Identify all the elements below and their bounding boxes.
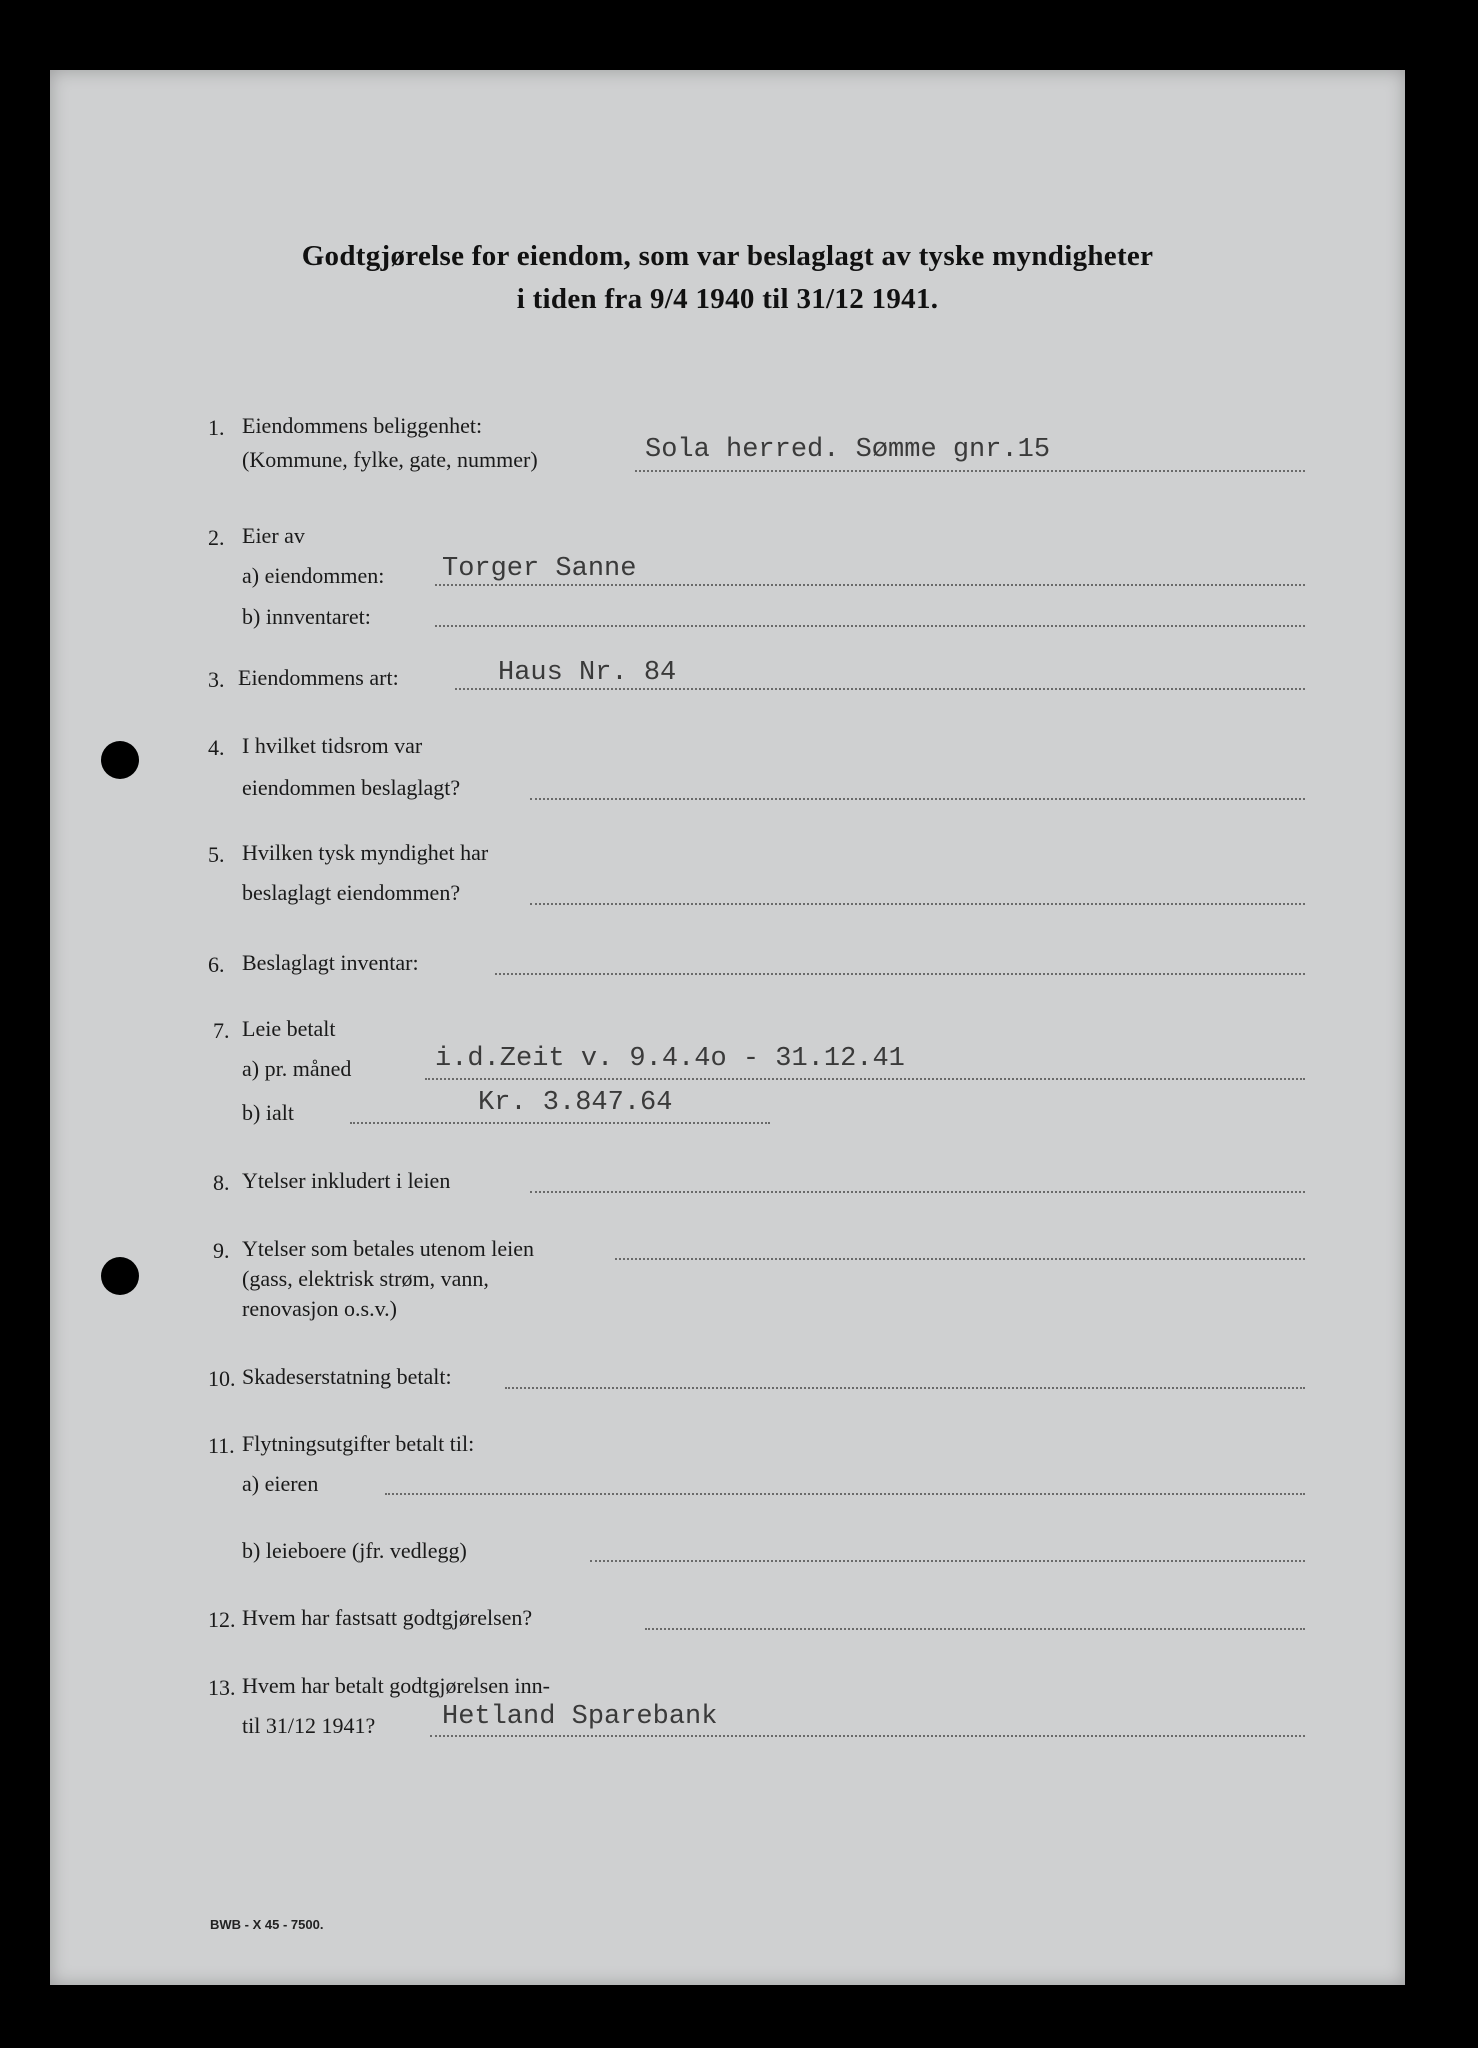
item-7a-answer-line <box>425 1078 1305 1080</box>
item-7-label: Leie betalt <box>242 1016 336 1041</box>
item-11-number: 11. <box>208 1433 235 1458</box>
item-4-answer-line <box>530 798 1305 800</box>
item-11a-label: a) eieren <box>242 1471 319 1496</box>
item-9-sublabel: (gass, elektrisk strøm, vann, <box>242 1266 489 1291</box>
item-13-answer-line <box>430 1735 1305 1737</box>
item-13-label: Hvem har betalt godtgjørelsen inn- <box>242 1673 550 1698</box>
item-5-number: 5. <box>208 842 225 867</box>
item-5-label: Hvilken tysk myndighet har <box>242 840 489 865</box>
item-11a-answer-line <box>385 1493 1305 1495</box>
item-3-answer: Haus Nr. 84 <box>498 658 677 688</box>
item-2-number: 2. <box>208 525 225 550</box>
item-8-answer-line <box>530 1191 1305 1193</box>
item-4-label: I hvilket tidsrom var <box>242 733 423 758</box>
item-6-label: Beslaglagt inventar: <box>242 950 419 975</box>
form-paper <box>50 70 1405 1985</box>
item-3-number: 3. <box>208 667 225 692</box>
item-3-answer-line <box>455 688 1305 690</box>
item-12-number: 12. <box>208 1607 236 1632</box>
item-7a-label: a) pr. måned <box>242 1056 352 1081</box>
item-9-answer-line <box>615 1258 1305 1260</box>
item-6-number: 6. <box>208 952 225 977</box>
item-1-label: Eiendommens beliggenhet: <box>242 413 483 438</box>
item-7b-answer: Kr. 3.847.64 <box>478 1088 673 1118</box>
print-code-footer: BWB - X 45 - 7500. <box>210 1917 324 1932</box>
item-2-label: Eier av <box>242 523 305 548</box>
form-title-line2: i tiden fra 9/4 1940 til 31/12 1941. <box>516 283 939 315</box>
item-9-sublabel2: renovasjon o.s.v.) <box>242 1296 397 1321</box>
item-13-number: 13. <box>208 1675 236 1700</box>
item-4-sublabel: eiendommen beslaglagt? <box>242 775 461 800</box>
item-12-label: Hvem har fastsatt godtgjørelsen? <box>242 1605 533 1630</box>
item-7b-label: b) ialt <box>242 1100 294 1125</box>
item-1-sublabel: (Kommune, fylke, gate, nummer) <box>242 447 538 472</box>
item-7-number: 7. <box>213 1018 230 1043</box>
item-1-answer: Sola herred. Sømme gnr.15 <box>645 435 1051 465</box>
item-2b-answer-line <box>435 625 1305 627</box>
item-13-answer: Hetland Sparebank <box>442 1702 718 1732</box>
item-13-sublabel: til 31/12 1941? <box>242 1713 376 1738</box>
item-2b-label: b) innventaret: <box>242 604 371 629</box>
item-3-label: Eiendommens art: <box>238 665 399 690</box>
item-1-answer-line <box>635 470 1305 472</box>
item-5-answer-line <box>530 903 1305 905</box>
item-10-answer-line <box>505 1387 1305 1389</box>
item-2a-label: a) eiendommen: <box>242 563 385 588</box>
item-4-number: 4. <box>208 735 225 760</box>
item-8-label: Ytelser inkludert i leien <box>242 1168 451 1193</box>
item-5-sublabel: beslaglagt eiendommen? <box>242 880 461 905</box>
item-11b-answer-line <box>590 1560 1305 1562</box>
item-1-number: 1. <box>208 415 225 440</box>
item-7b-answer-line <box>350 1122 770 1124</box>
item-2a-answer-line <box>435 584 1305 586</box>
item-11-label: Flytningsutgifter betalt til: <box>242 1431 475 1456</box>
item-11b-label: b) leieboere (jfr. vedlegg) <box>242 1538 467 1563</box>
form-title-line1: Godtgjørelse for eiendom, som var beslaglagt av tyske myndigheter <box>301 240 1154 272</box>
item-12-answer-line <box>645 1628 1305 1630</box>
item-2a-answer: Torger Sanne <box>442 554 637 584</box>
item-6-answer-line <box>495 973 1305 975</box>
item-7a-answer: i.d.Zeit v. 9.4.4o - 31.12.41 <box>435 1044 905 1074</box>
item-9-label: Ytelser som betales utenom leien <box>242 1236 535 1261</box>
item-9-number: 9. <box>213 1238 230 1263</box>
item-10-label: Skadeserstatning betalt: <box>242 1364 452 1389</box>
item-8-number: 8. <box>213 1170 230 1195</box>
item-10-number: 10. <box>208 1366 236 1391</box>
punch-hole-top <box>101 741 139 779</box>
punch-hole-bottom <box>101 1257 139 1295</box>
